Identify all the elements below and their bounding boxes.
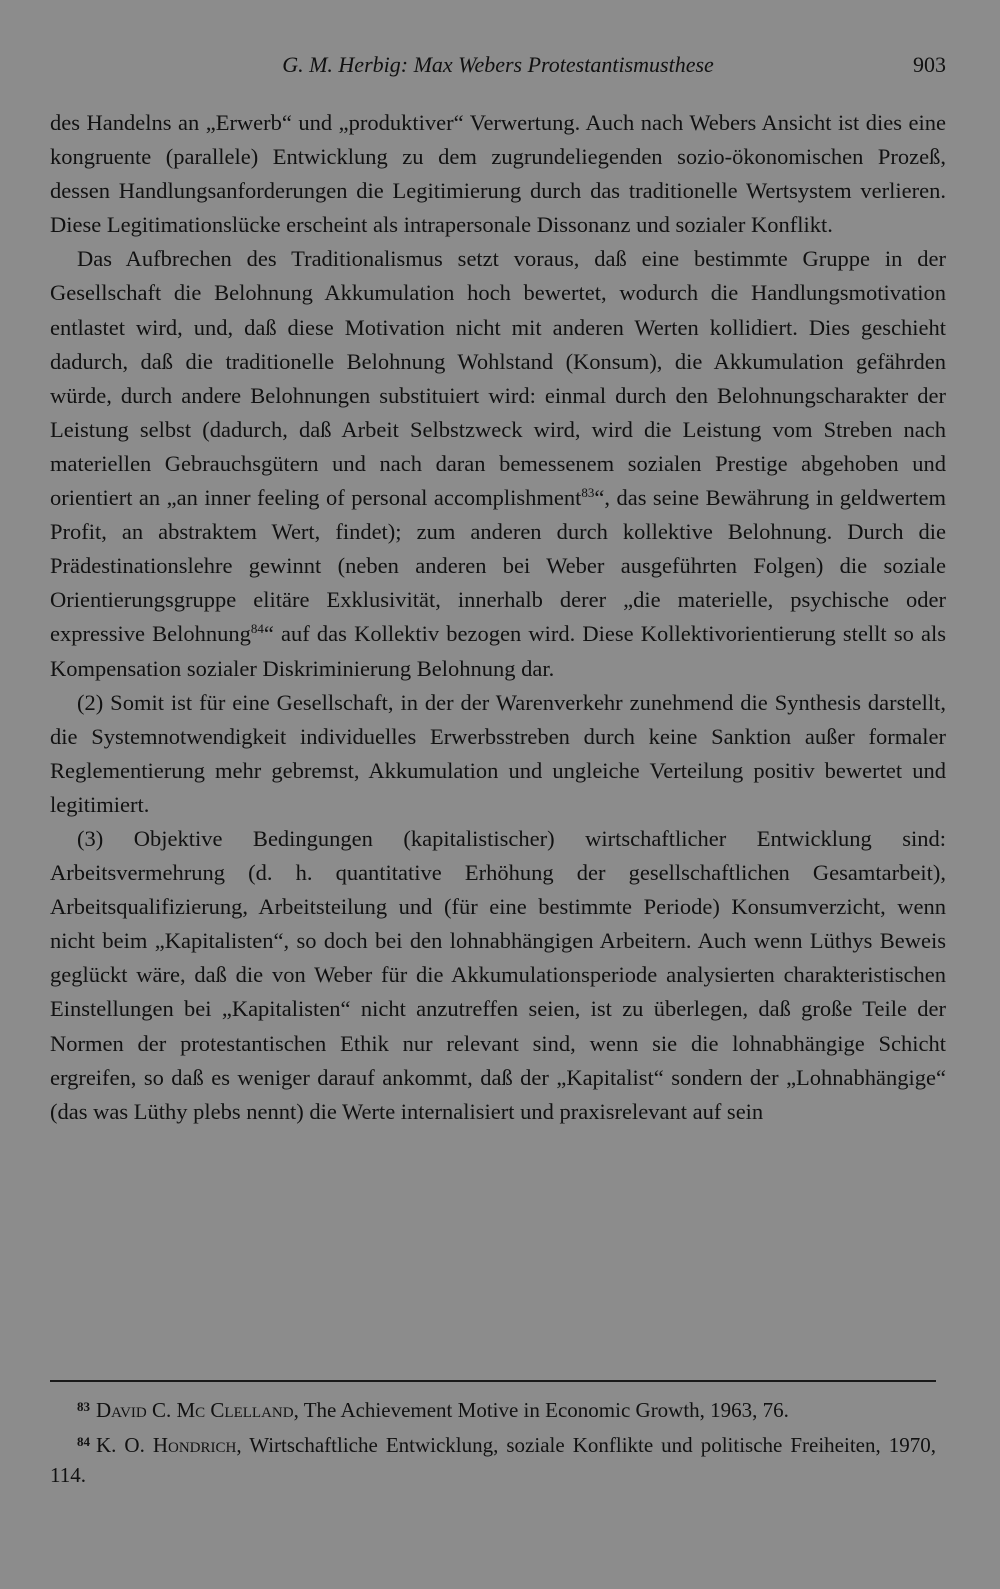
footnote-mark: 83	[77, 1399, 90, 1414]
paragraph-2	[50, 242, 946, 685]
body-text	[50, 106, 946, 1129]
footnote-mark: 84	[77, 1434, 90, 1449]
running-header	[50, 50, 946, 80]
paragraph-4: (3) Objektive Bedingungen (kapitalistischer) wirtschaftlicher Entwicklung sind: Arbeitsvermehrung (d. h. quantitative Erhöhung der gesellschaftlichen Gesamtarbeit), Arbeitsqualifizierung, Arbeitsteilung und (für eine bestimmte Periode) Konsumverzicht, wenn nicht beim „Kapitalisten“, so doch bei den lohnabhängigen Arbeitern. Auch wenn Lüthys Beweis geglückt wäre, daß die von Weber für die Akkumulationsperiode analysierten charakteristischen Einstellungen bei „Kapitalisten“ nicht anzutreffen seien, ist zu überlegen, daß große Teile der Normen der protestantischen Ethik nur relevant sind, wenn sie die lohnabhängige Schicht ergreifen, so daß es weniger darauf ankommt, daß der „Kapitalist“ sondern der „Lohnabhängige“ (das was Lüthy plebs nennt) die Werte internalisiert und praxisrelevant auf sein	[50, 825, 946, 1124]
paragraph-2-part-a: Das Aufbrechen des Traditionalismus setzt voraus, daß eine bestimmte Gruppe in der Gesellschaft die Belohnung Akkumulation hoch bewertet, wodurch die Handlungsmotivation entlastet wird, und, daß diese Motivation nicht mit anderen Werten kollidiert. Dies geschieht dadurch, daß die traditionelle Belohnung Wohlstand (Konsum), die Akkumulation gefährden würde, durch andere Belohnungen substituiert wird: einmal durch den Belohnungscharakter der Leistung selbst (dadurch, daß Arbeit Selbstzweck wird, wird die Leistung vom Streben nach materiellen Gebrauchsgütern und nach daran bemessenem sozialen Prestige abgehoben und orientiert an „an inner feeling of personal accomplishment	[50, 246, 946, 511]
footnote-ref-83[interactable]: 83	[581, 485, 595, 501]
paragraph-3: (2) Somit ist für eine Gesellschaft, in der der Warenverkehr zunehmend die Synthesis darstellt, die Systemnotwendigkeit individuelles Erwerbsstreben durch keine Sanktion außer formaler Reglementierung mehr gebremst, Akkumulation und ungleiche Verteilung positiv bewertet und legitimiert.	[50, 689, 946, 817]
footnote-83	[50, 1392, 936, 1425]
footnote-ref-84[interactable]: 84	[250, 621, 264, 637]
paragraph-2-part-c: “ auf das Kollektiv bezogen wird. Diese Kollektivorientierung stellt so als Kompensation sozialer Diskriminierung Belohnung dar.	[50, 621, 946, 681]
footnote-author: K. O. Hondrich	[96, 1433, 237, 1457]
footnote-84	[50, 1427, 936, 1490]
footnotes	[50, 1392, 936, 1492]
paragraph-2-part-b: “, das seine Bewährung in geldwertem Profit, an abstraktem Wert, findet); zum anderen durch kollektive Belohnung. Durch die Prädestinationslehre gewinnt (neben anderen bei Weber ausgeführten Folgen) die soziale Orientierungsgruppe elitäre Exklusivität, innerhalb derer „die materielle, psychische oder expressive Belohnung	[50, 485, 947, 647]
footnote-divider	[50, 1380, 936, 1382]
footnote-author: David C. Mc Clelland	[96, 1398, 294, 1422]
page-number: 903	[913, 52, 946, 77]
paragraph-1: des Handelns an „Erwerb“ und „produktiver“ Verwertung. Auch nach Webers Ansicht ist dies eine kongruente (parallele) Entwicklung zu dem zugrundeliegenden sozio-ökonomischen Prozeß, dessen Handlungsanforderungen die Legitimierung durch das traditionelle Wertsystem verlieren. Diese Legitimationslücke erscheint als intrapersonale Dissonanz und sozialer Konflikt.	[50, 110, 946, 238]
footnote-text: , Wirtschaftliche Entwicklung, soziale Konflikte und politische Freiheiten, 1970, 114.	[50, 1433, 936, 1487]
footnote-text: , The Achievement Motive in Economic Growth, 1963, 76.	[293, 1398, 789, 1422]
running-title: G. M. Herbig: Max Webers Protestantismusthese	[282, 52, 714, 77]
